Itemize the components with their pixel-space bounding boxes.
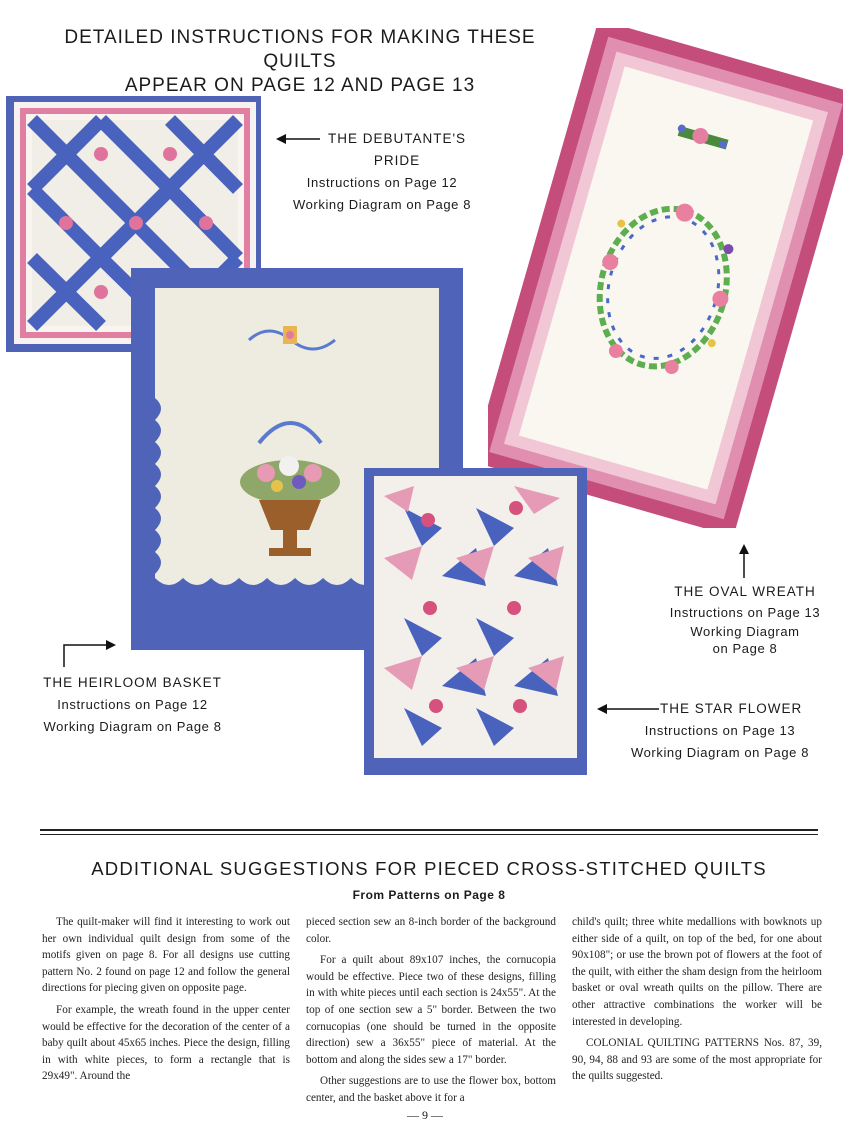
oval-wreath-quilt-image xyxy=(488,28,843,528)
paragraph: COLONIAL QUILTING PATTERNS Nos. 87, 39, 90, 94, 88 and 93 are some of the most appropriate for the quilts suggested. xyxy=(572,1037,822,1083)
arrow-up-icon xyxy=(737,544,751,578)
paragraph: Other suggestions are to use the flower box, bottom center, and the basket above it for a xyxy=(306,1075,556,1104)
paragraph: For a quilt about 89x107 inches, the cornucopia would be effective. Piece two of these designs, filling in with white pieces until each section is 24x55". At the top of one section sew a 5" border. Between the two cornucopias (one should be turned in the opposite direction) sew a 36x55" piece of material. At the bottom and along the sides sew a 17" border. xyxy=(306,954,556,1066)
caption-line: on Page 8 xyxy=(712,641,778,656)
caption-oval-wreath xyxy=(660,581,830,657)
paragraph: The quilt-maker will find it interesting to work out her own individual quilt design from some of the motifs given on page 8. For all designs use cutting pattern No. 2 found on page 12 and follow the general directions for piecing given on opposite page. xyxy=(42,916,290,995)
caption-line: Working Diagram on Page 8 xyxy=(43,719,222,734)
paragraph: pieced section sew an 8-inch border of the background color. xyxy=(306,916,556,945)
body-column-1 xyxy=(42,914,290,1090)
section-divider xyxy=(40,829,818,831)
caption-title: THE HEIRLOOM BASKET xyxy=(43,675,222,690)
section-divider-thin xyxy=(40,834,818,835)
caption-line: Instructions on Page 12 xyxy=(306,175,458,190)
caption-title: THE STAR FLOWER xyxy=(660,701,803,716)
caption-star-flower xyxy=(620,698,820,764)
page-number: — 9 — xyxy=(407,1108,443,1122)
caption-line: Instructions on Page 13 xyxy=(644,723,796,738)
header-line-1: DETAILED INSTRUCTIONS FOR MAKING THESE QUILTS xyxy=(64,27,536,72)
header-line-2: APPEAR ON PAGE 12 AND PAGE 13 xyxy=(124,75,476,96)
caption-title: THE DEBUTANTE'S PRIDE xyxy=(327,131,467,168)
arrow-right-icon xyxy=(62,637,116,667)
caption-line: Working Diagram on Page 8 xyxy=(292,197,472,212)
body-column-3 xyxy=(572,914,822,1090)
arrow-left-icon xyxy=(276,133,320,145)
body-column-2 xyxy=(306,914,556,1112)
section-title: ADDITIONAL SUGGESTIONS FOR PIECED CROSS-STITCHED QUILTS xyxy=(91,858,767,879)
caption-line: Instructions on Page 13 xyxy=(669,605,821,620)
caption-title: THE OVAL WREATH xyxy=(674,584,816,599)
caption-heirloom-basket xyxy=(30,672,235,738)
caption-line: Instructions on Page 12 xyxy=(57,697,208,712)
paragraph: For example, the wreath found in the upper center would be effective for the decoration of the center of a baby quilt about 45x65 inches. Piece the design, filling in with white pieces, to form a rectangle that is 29x49". Around the xyxy=(42,1003,290,1083)
paragraph: child's quilt; three white medallions with bowknots up either side of a quilt, on top of the bed, for one about 90x108"; or use the brown pot of flowers at the foot of the quilt, with either the sham design from the heirloom basket or oval wreath quilts on the pillow. There are other attractive combinations the worker will be interested in developing. xyxy=(572,916,822,1028)
star-flower-quilt-image xyxy=(364,468,587,775)
section-subtitle: From Patterns on Page 8 xyxy=(352,888,506,902)
caption-line: Working Diagram on Page 8 xyxy=(630,745,810,760)
caption-line: Working Diagram xyxy=(690,624,800,639)
